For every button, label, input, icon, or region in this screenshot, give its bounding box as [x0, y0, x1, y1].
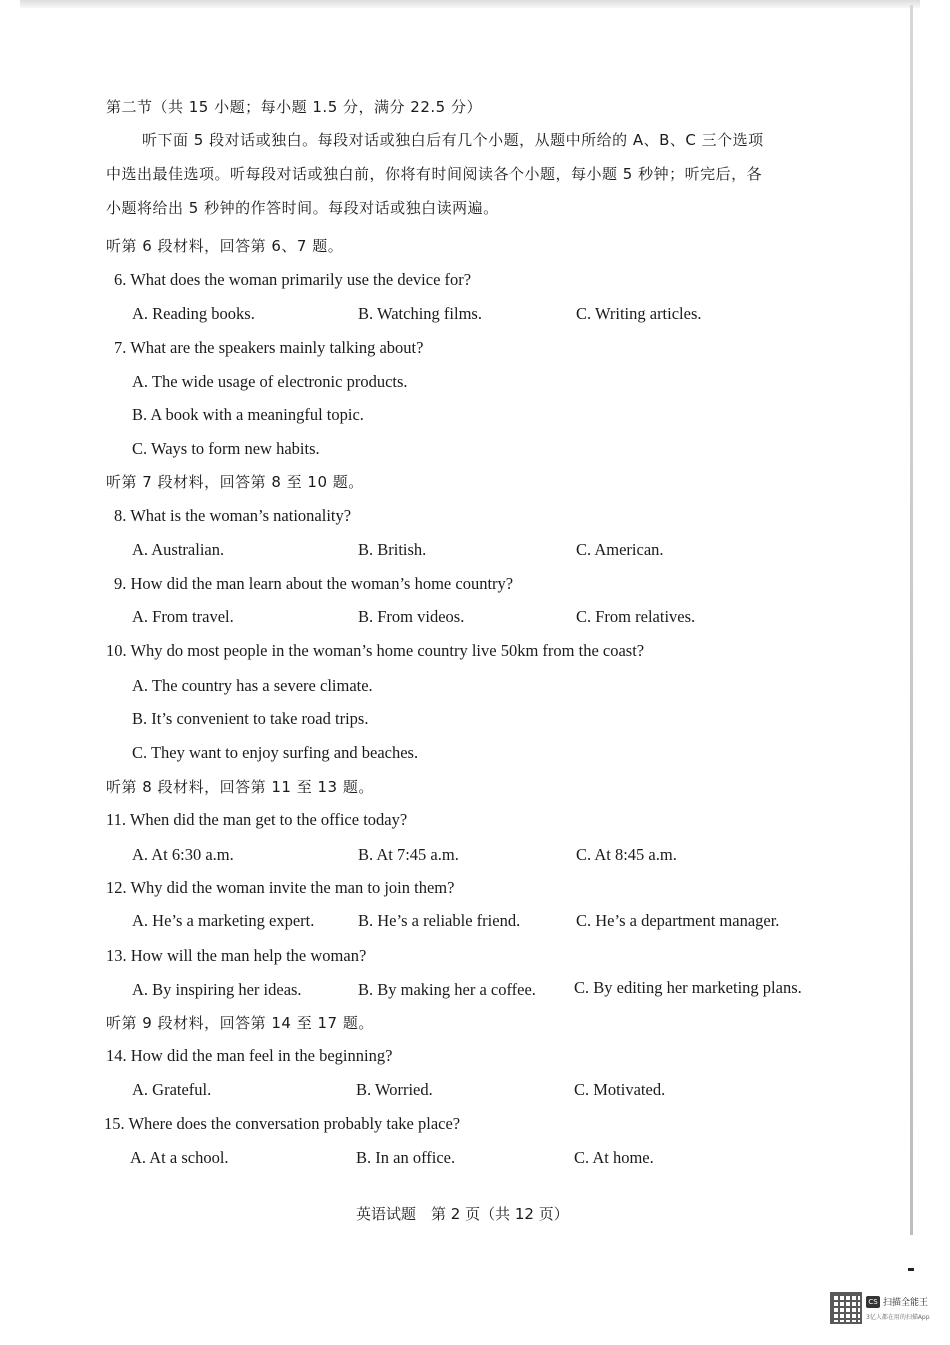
option-c: C. From relatives. — [576, 607, 696, 626]
option-a: A. From travel. — [132, 607, 234, 626]
scan-shadow-right — [910, 5, 913, 1235]
option-b: B. In an office. — [356, 1148, 456, 1167]
option-a: A. At 6:30 a.m. — [132, 845, 234, 864]
page-footer: 英语试题 第 2 页（共 12 页） — [356, 1205, 569, 1223]
option-c: C. He’s a department manager. — [576, 911, 780, 930]
instruction-line: 小题将给出 5 秒钟的作答时间。每段对话或独白读两遍。 — [106, 199, 499, 217]
option-c: C. Writing articles. — [576, 304, 702, 323]
option-c: C. American. — [576, 540, 664, 559]
scan-shadow-top — [20, 0, 920, 8]
instruction-line: 听下面 5 段对话或独白。每段对话或独白后有几个小题，从题中所给的 A、B、C 三个选项 — [142, 131, 764, 149]
group-heading: 听第 7 段材料，回答第 8 至 10 题。 — [106, 473, 364, 491]
option-b: B. It’s convenient to take road trips. — [132, 709, 369, 728]
option-a: A. Australian. — [132, 540, 225, 559]
option-a: A. The wide usage of electronic products. — [132, 372, 408, 391]
option-a: A. He’s a marketing expert. — [132, 911, 315, 930]
cs-logo-icon: CS — [866, 1296, 880, 1308]
option-c: C. Motivated. — [574, 1080, 666, 1099]
question-stem: 14. How did the man feel in the beginning? — [106, 1046, 393, 1065]
group-heading: 听第 8 段材料，回答第 11 至 13 题。 — [106, 778, 374, 796]
option-a: A. Grateful. — [132, 1080, 212, 1099]
question-stem: 7. What are the speakers mainly talking about? — [114, 338, 424, 357]
scan-mark — [908, 1268, 914, 1271]
scanner-watermark — [826, 1288, 934, 1328]
option-a: A. Reading books. — [132, 304, 255, 323]
option-a: A. By inspiring her ideas. — [132, 980, 302, 999]
option-c: C. They want to enjoy surfing and beaches. — [132, 743, 419, 762]
instruction-line: 中选出最佳选项。听每段对话或独白前，你将有时间阅读各个小题，每小题 5 秒钟；听完后，各 — [106, 165, 763, 183]
option-b: B. At 7:45 a.m. — [358, 845, 459, 864]
option-b: B. From videos. — [358, 607, 465, 626]
group-heading: 听第 9 段材料，回答第 14 至 17 题。 — [106, 1014, 374, 1032]
question-stem: 15. Where does the conversation probably take place? — [104, 1114, 461, 1133]
question-stem: 9. How did the man learn about the woman’s home country? — [114, 574, 514, 593]
option-b: B. By making her a coffee. — [358, 980, 536, 999]
question-stem: 13. How will the man help the woman? — [106, 946, 367, 965]
section-title: 第二节（共 15 小题；每小题 1.5 分，满分 22.5 分） — [106, 98, 482, 116]
question-stem: 10. Why do most people in the woman’s home country live 50km from the coast? — [106, 641, 645, 660]
option-a: A. The country has a severe climate. — [132, 676, 373, 695]
question-stem: 6. What does the woman primarily use the device for? — [114, 270, 472, 289]
option-c: C. Ways to form new habits. — [132, 439, 320, 458]
question-stem: 11. When did the man get to the office today? — [106, 810, 408, 829]
option-b: B. Worried. — [356, 1080, 433, 1099]
watermark-title: 扫描全能王 — [883, 1298, 929, 1308]
group-heading: 听第 6 段材料，回答第 6、7 题。 — [106, 237, 344, 255]
option-c: C. At home. — [574, 1148, 654, 1167]
option-b: B. A book with a meaningful topic. — [132, 405, 364, 424]
option-b: B. British. — [358, 540, 427, 559]
option-a: A. At a school. — [130, 1148, 229, 1167]
option-b: B. Watching films. — [358, 304, 482, 323]
qr-code-icon — [830, 1292, 862, 1324]
question-stem: 12. Why did the woman invite the man to join them? — [106, 878, 455, 897]
question-stem: 8. What is the woman’s nationality? — [114, 506, 352, 525]
option-c: C. At 8:45 a.m. — [576, 845, 677, 864]
option-b: B. He’s a reliable friend. — [358, 911, 521, 930]
option-c: C. By editing her marketing plans. — [574, 978, 802, 997]
watermark-subtitle: 3亿人都在用的扫描App — [866, 1314, 930, 1321]
